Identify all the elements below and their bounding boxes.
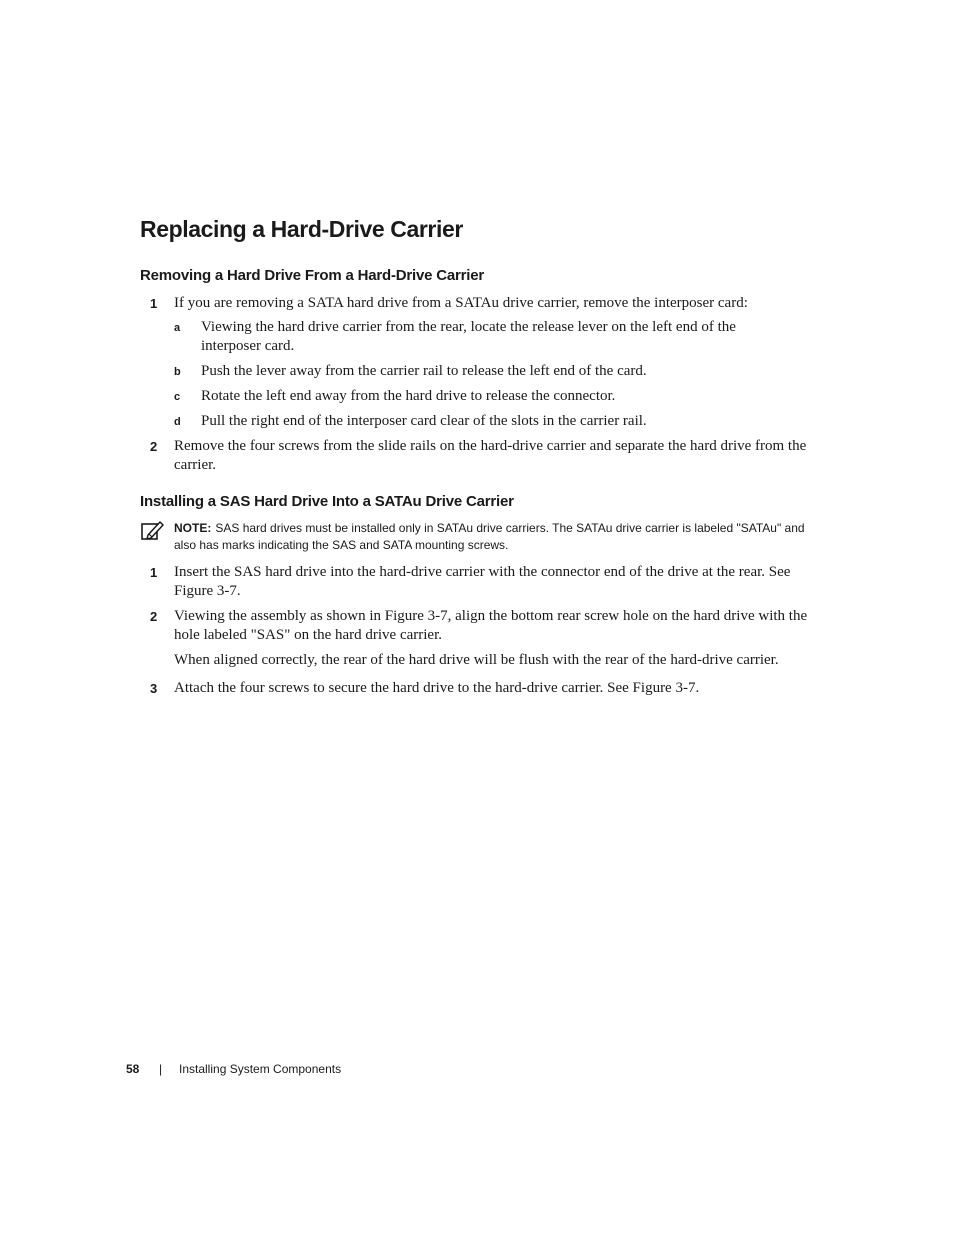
removal-substep-a bbox=[174, 318, 774, 356]
note-callout bbox=[140, 520, 815, 554]
step-text: Attach the four screws to secure the hard drive to the hard-drive carrier. See Figure 3-7. bbox=[174, 680, 700, 696]
step-number: 1 bbox=[150, 296, 158, 311]
substep-text: Push the lever away from the carrier rail to release the left end of the card. bbox=[201, 363, 647, 379]
footer-separator: | bbox=[159, 1062, 163, 1076]
pencil-note-icon bbox=[140, 520, 166, 542]
step-text: If you are removing a SATA hard drive from a SATAu drive carrier, remove the interposer card: bbox=[174, 295, 748, 311]
section-heading-installing: Installing a SAS Hard Drive Into a SATAu Drive Carrier bbox=[140, 493, 514, 510]
footer-section-title: Installing System Components bbox=[179, 1062, 342, 1076]
step-number: 1 bbox=[150, 565, 158, 580]
note-label: NOTE: bbox=[174, 521, 212, 535]
install-step-1 bbox=[150, 563, 815, 601]
page-number: 58 bbox=[126, 1062, 140, 1076]
note-text: SAS hard drives must be installed only in SATAu drive carriers. The SATAu drive carrier is labeled "SATAu" and also has marks indicating the SAS and SATA mounting screws. bbox=[174, 521, 805, 552]
step-text: Remove the four screws from the slide rails on the hard-drive carrier and separate the hard drive from the carrier. bbox=[174, 438, 807, 473]
substep-letter: c bbox=[174, 391, 181, 403]
section-heading-removing: Removing a Hard Drive From a Hard-Drive Carrier bbox=[140, 267, 485, 284]
step-number: 2 bbox=[150, 439, 158, 454]
note-body bbox=[174, 520, 815, 554]
removal-substep-b bbox=[174, 362, 774, 381]
step-number: 2 bbox=[150, 609, 158, 624]
removal-substep-c bbox=[174, 387, 774, 406]
install-step-3 bbox=[150, 679, 815, 698]
step-number: 3 bbox=[150, 681, 158, 696]
install-step-2 bbox=[150, 607, 815, 645]
page-footer bbox=[126, 1062, 342, 1076]
install-step-2-followup: When aligned correctly, the rear of the hard drive will be flush with the rear of the hard-drive carrier. bbox=[174, 652, 779, 668]
substep-letter: a bbox=[174, 322, 181, 334]
substep-text: Viewing the hard drive carrier from the rear, locate the release lever on the left end of the interposer card. bbox=[201, 319, 736, 354]
substep-letter: b bbox=[174, 366, 181, 378]
step-text: Viewing the assembly as shown in Figure 3-7, align the bottom rear screw hole on the hard drive with the hole labeled "SAS" on the hard drive carrier. bbox=[174, 608, 808, 643]
removal-substep-d bbox=[174, 412, 774, 431]
step-text: Insert the SAS hard drive into the hard-drive carrier with the connector end of the drive at the rear. See Figure 3-7. bbox=[174, 564, 791, 599]
substep-text: Pull the right end of the interposer card clear of the slots in the carrier rail. bbox=[201, 413, 647, 429]
page-title: Replacing a Hard-Drive Carrier bbox=[140, 216, 463, 242]
substep-letter: d bbox=[174, 416, 181, 428]
substep-text: Rotate the left end away from the hard drive to release the connector. bbox=[201, 388, 616, 404]
removal-step-2 bbox=[150, 437, 815, 475]
removal-step-1 bbox=[150, 294, 815, 313]
